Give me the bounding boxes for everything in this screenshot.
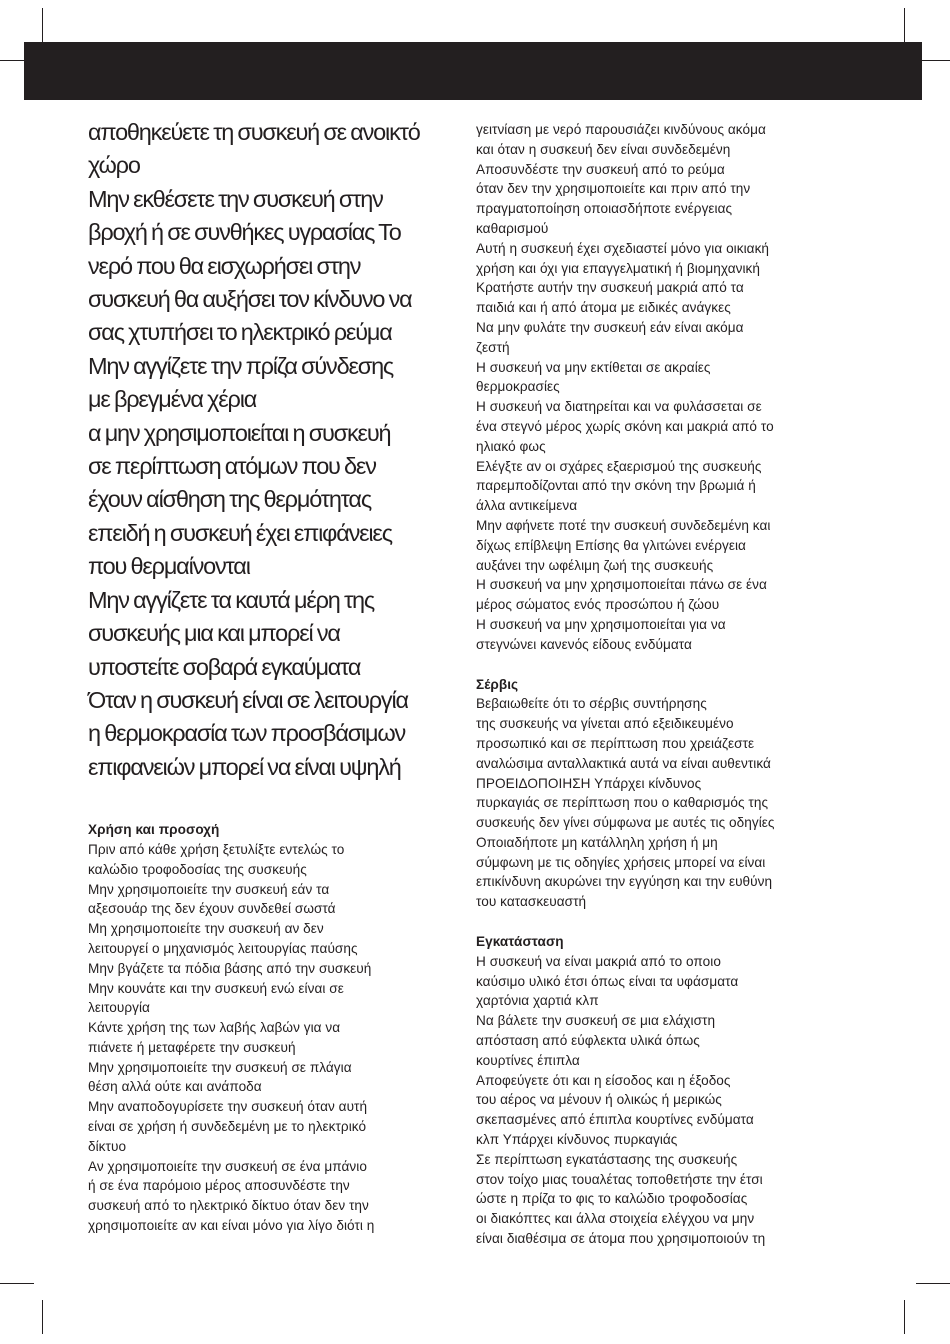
text-line: κουρτίνες έπιπλα — [476, 1052, 580, 1068]
text-line: Η συσκευή να μην χρησιμοποιείται πάνω σε ένα — [476, 577, 767, 593]
text-line: νερό που θα εισχωρήσει στην — [88, 252, 361, 279]
text-line: Η συσκευή να μην εκτίθεται σε ακραίες — [476, 359, 711, 375]
text-line: που θερμαίνονται — [88, 553, 250, 580]
text-line: Οποιαδήποτε μη κατάλληλη χρήση ή μη — [476, 834, 718, 850]
text-line: ή σε ένα παρόμοιο μέρος αποσυνδέστε την — [88, 1178, 350, 1194]
text-line: ηλιακό φως — [476, 438, 546, 454]
text-line: λειτουργία — [88, 1000, 150, 1016]
text-line: είναι διαθέσιμα σε άτομα που χρησιμοποιούν τη — [476, 1231, 766, 1247]
usage-continued — [476, 120, 856, 655]
text-line: Μην αναποδογυρίσετε την συσκευή όταν αυτή — [88, 1099, 368, 1115]
text-line: Αποσυνδέστε την συσκευή από το ρεύμα — [476, 161, 725, 177]
text-line: παρεμποδίζονται από την σκόνη την βρωμιά ή — [476, 478, 756, 494]
right-column — [476, 120, 856, 1249]
text-line: Σε περίπτωση εγκατάστασης της συσκευής — [476, 1151, 738, 1167]
text-line: επειδή η συσκευή έχει επιφάνειες — [88, 519, 392, 546]
text-line: αναλώσιμα ανταλλακτικά αυτά να είναι αυθεντικά — [476, 755, 771, 771]
text-line: οι διακόπτες και άλλα στοιχεία ελέγχου να μην — [476, 1211, 755, 1227]
text-line: κλπ Υπάρχει κίνδυνος πυρκαγιάς — [476, 1132, 678, 1148]
text-line: λειτουργεί ο μηχανισμός λειτουργίας παύσης — [88, 940, 358, 956]
text-line: είναι σε χρήση ή συνδεδεμένη με το ηλεκτρικό — [88, 1119, 367, 1135]
text-line: Να βάλετε την συσκευή σε μια ελάχιστη — [476, 1013, 716, 1029]
text-line: Πριν από κάθε χρήση ξετυλίξτε εντελώς το — [88, 841, 345, 857]
text-line: ζεστή — [476, 339, 510, 355]
text-line: συσκευή θα αυξήσει τον κίνδυνο να — [88, 286, 412, 313]
text-line: του αέρος να μένουν ή ολικώς ή μερικώς — [476, 1092, 722, 1108]
text-line: Αποφεύγετε ότι και η είσοδος και η έξοδος — [476, 1072, 731, 1088]
text-line: Η συσκευή να είναι μακριά από το οποιο — [476, 953, 721, 969]
text-line: Κάντε χρήση της των λαβής λαβών για να — [88, 1020, 341, 1036]
crop-mark — [916, 1283, 950, 1284]
text-line: επικίνδυνη ακυρώνει την εγγύηση και την ευθύνη — [476, 874, 773, 890]
text-line: σκεπασμένες από έπιπλα κουρτίνες ενδύματα — [476, 1112, 754, 1128]
text-line: προσωπικό και σε περίπτωση που χρειάζεστε — [476, 735, 755, 751]
text-line: μέρος σώματος ενός προσώπου ή ζώου — [476, 597, 720, 613]
text-line: του κατασκευαστή — [476, 894, 587, 910]
crop-mark — [904, 1300, 905, 1334]
text-line: Να μην φυλάτε την συσκευή εάν είναι ακόμα — [476, 319, 744, 335]
section-heading-usage: Χρήση και προσοχή — [88, 822, 220, 838]
text-line: αποθηκεύετε τη συσκευή σε ανοικτό — [88, 119, 420, 145]
crop-mark — [904, 8, 905, 42]
text-line: χρήση και όχι για επαγγελματική ή βιομηχανική — [476, 260, 760, 276]
text-line: της συσκευής να γίνεται από εξειδικευμένο — [476, 716, 734, 732]
text-line: Κρατήστε αυτήν την συσκευή μακριά από τα — [476, 280, 744, 296]
section-heading-installation: Εγκατάσταση — [476, 934, 564, 950]
installation-section — [476, 932, 856, 1249]
crop-mark — [0, 1283, 34, 1284]
text-line: χώρο — [88, 152, 140, 179]
text-line: επιφανειών μπορεί να είναι υψηλή — [88, 753, 401, 780]
service-section — [476, 675, 856, 913]
text-line: συσκευής μια και μπορεί να — [88, 620, 340, 647]
header-bar — [24, 42, 922, 100]
text-line: θερμοκρασίες — [476, 379, 560, 395]
text-line: παιδιά και ή από άτομα με ειδικές ανάγκες — [476, 300, 731, 316]
text-line: α μην χρησιμοποιείται η συσκευή — [88, 419, 391, 446]
text-line: ΠΡΟΕΙΔΟΠΟΙΗΣΗ Υπάρχει κίνδυνος — [476, 775, 702, 791]
text-line: ώστε η πρίζα το φις το καλώδιο τροφοδοσίας — [476, 1191, 748, 1207]
section-heading-service: Σέρβις — [476, 676, 519, 692]
left-column — [88, 116, 458, 1236]
text-line: στον τοίχο μιας τουαλέτας τοποθετήστε την έτσι — [476, 1171, 763, 1187]
text-line: συσκευή από το ηλεκτρικό δίκτυο όταν δεν την — [88, 1198, 369, 1214]
crop-mark — [42, 1300, 43, 1334]
text-line: δίκτυο — [88, 1138, 127, 1154]
text-line: Μη χρησιμοποιείτε την συσκευή αν δεν — [88, 921, 324, 937]
text-line: Μην αφήνετε ποτέ την συσκευή συνδεδεμένη και — [476, 517, 771, 533]
text-line: βροχή ή σε συνθήκες υγρασίας Το — [88, 219, 401, 246]
text-line: Αυτή η συσκευή έχει σχεδιαστεί μόνο για οικιακή — [476, 240, 770, 256]
text-line: η θερμοκρασία των προσβάσιμων — [88, 720, 406, 747]
text-line: και όταν η συσκευή δεν είναι συνδεδεμένη — [476, 141, 731, 157]
text-line: Μην βγάζετε τα πόδια βάσης από την συσκευή — [88, 960, 372, 976]
text-line: υποστείτε σοβαρά εγκαύματα — [88, 653, 361, 680]
text-line: δίχως επίβλεψη Επίσης θα γλιτώνει ενέργεια — [476, 537, 746, 553]
text-line: Μην αγγίζετε την πρίζα σύνδεσης — [88, 352, 394, 379]
text-line: καλώδιο τροφοδοσίας της συσκευής — [88, 861, 307, 877]
text-line: σας χτυπήσει το ηλεκτρικό ρεύμα — [88, 319, 392, 346]
text-line: Μην αγγίζετε τα καυτά μέρη της — [88, 586, 375, 613]
usage-section — [88, 820, 458, 1236]
text-line: Ελέγξτε αν οι σχάρες εξαερισμού της συσκευής — [476, 458, 762, 474]
text-line: καθαρισμού — [476, 220, 549, 236]
text-line: άλλα αντικείμενα — [476, 498, 578, 514]
text-line: ένα στεγνό μέρος χωρίς σκόνη και μακριά από το — [476, 418, 774, 434]
crop-mark — [42, 8, 43, 42]
text-line: πυρκαγιάς σε περίπτωση που ο καθαρισμός της — [476, 795, 769, 811]
text-line: χρησιμοποιείτε αν και είναι μόνο για λίγο διότι η — [88, 1218, 375, 1234]
text-line: καύσιμο υλικό έτσι όπως είναι τα υφάσματα — [476, 973, 739, 989]
text-line: Η συσκευή να διατηρείται και να φυλάσσεται σε — [476, 399, 762, 415]
text-line: χαρτόνια χαρτιά κλπ — [476, 993, 599, 1009]
text-line: έχουν αίσθηση της θερμότητας — [88, 486, 371, 513]
text-line: Μην εκθέσετε την συσκευή στην — [88, 185, 383, 212]
text-line: στεγνώνει κανενός είδους ενδύματα — [476, 636, 692, 652]
text-line: γειτνίαση με νερό παρουσιάζει κινδύνους ακόμα — [476, 122, 766, 137]
text-line: συσκευής δεν γίνει σύμφωνα με αυτές τις οδηγίες — [476, 815, 775, 831]
text-line: πραγματοποίηση οποιασδήποτε ενέργειας — [476, 201, 733, 217]
text-line: Η συσκευή να μην χρησιμοποιείται για να — [476, 616, 726, 632]
safety-intro — [88, 116, 458, 784]
text-line: Μην κουνάτε και την συσκευή ενώ είναι σε — [88, 980, 344, 996]
text-line: με βρεγμένα χέρια — [88, 386, 257, 413]
text-line: Μην χρησιμοποιείτε την συσκευή εάν τα — [88, 881, 330, 897]
text-line: απόσταση από εύφλεκτα υλικά όπως — [476, 1033, 700, 1049]
text-line: πιάνετε ή μεταφέρετε την συσκευή — [88, 1039, 296, 1055]
text-line: αξεσουάρ της δεν έχουν συνδεθεί σωστά — [88, 901, 336, 917]
text-line: σύμφωνη με τις οδηγίες χρήσεις μπορεί να είναι — [476, 854, 766, 870]
text-line: θέση αλλά ούτε και ανάποδα — [88, 1079, 262, 1095]
text-line: αυξάνει την ωφέλιμη ζωή της συσκευής — [476, 557, 714, 573]
text-line: Αν χρησιμοποιείτε την συσκευή σε ένα μπάνιο — [88, 1158, 367, 1174]
text-line: Μην χρησιμοποιείτε την συσκευή σε πλάγια — [88, 1059, 352, 1075]
text-line: όταν δεν την χρησιμοποιείτε και πριν από την — [476, 181, 751, 197]
text-line: Όταν η συσκευή είναι σε λειτουργία — [88, 686, 408, 713]
text-line: Βεβαιωθείτε ότι το σέρβις συντήρησης — [476, 696, 707, 712]
text-line: σε περίπτωση ατόμων που δεν — [88, 453, 376, 480]
